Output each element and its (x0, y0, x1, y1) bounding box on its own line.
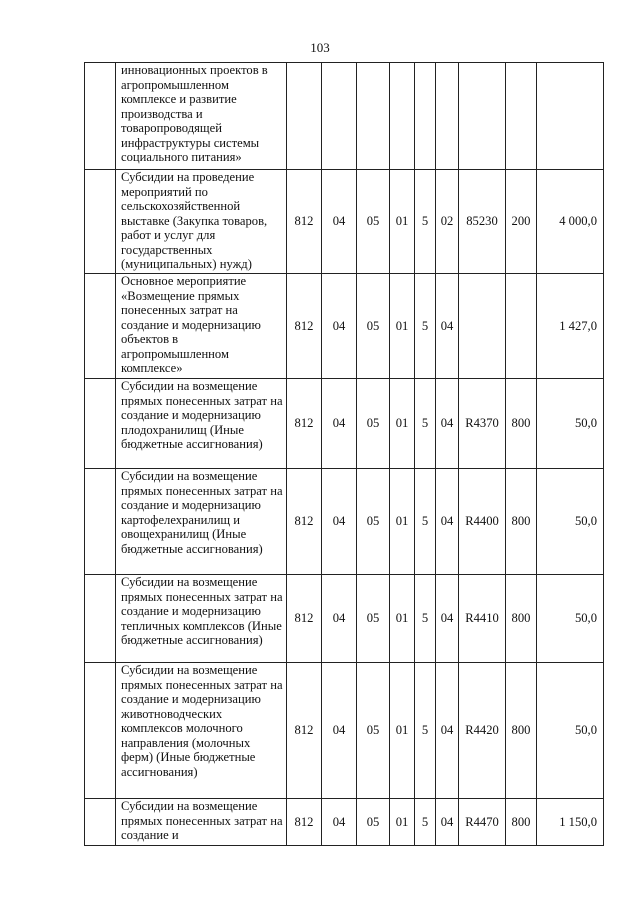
table-row (85, 575, 604, 663)
row-name: Субсидии на возмещение прямых понесенных затрат на создание и модернизацию тепличных комплексов (Иные бюджетные ассигнования) (116, 575, 287, 663)
row-name: Основное мероприятие «Возмещение прямых понесенных затрат на создание и модернизацию объектов в агропромышленном комплексе» (116, 274, 287, 379)
subsection-cell: 05 (357, 799, 390, 846)
expense-type-cell (506, 274, 537, 379)
direction-code-cell: R4470 (459, 799, 506, 846)
program-cell (390, 63, 415, 170)
section-cell (322, 63, 357, 170)
grbs-cell: 812 (287, 469, 322, 575)
grbs-cell: 812 (287, 575, 322, 663)
activity-cell: 04 (436, 379, 459, 469)
grbs-cell: 812 (287, 799, 322, 846)
program-cell: 01 (390, 379, 415, 469)
grbs-cell: 812 (287, 379, 322, 469)
section-cell: 04 (322, 799, 357, 846)
expense-type-cell (506, 63, 537, 170)
table-row (85, 469, 604, 575)
expense-type-cell: 800 (506, 379, 537, 469)
program-cell: 01 (390, 170, 415, 274)
subprogram-cell: 5 (415, 379, 436, 469)
subsection-cell: 05 (357, 469, 390, 575)
section-cell: 04 (322, 575, 357, 663)
direction-code-cell: R4370 (459, 379, 506, 469)
subsection-cell (357, 63, 390, 170)
grbs-cell: 812 (287, 274, 322, 379)
subsection-cell: 05 (357, 274, 390, 379)
direction-code-cell (459, 63, 506, 170)
grbs-cell: 812 (287, 663, 322, 799)
grbs-cell: 812 (287, 170, 322, 274)
subprogram-cell: 5 (415, 575, 436, 663)
direction-code-cell: R4400 (459, 469, 506, 575)
expense-type-cell: 800 (506, 575, 537, 663)
activity-cell: 04 (436, 799, 459, 846)
blank-cell (85, 379, 116, 469)
row-name: Субсидии на возмещение прямых понесенных затрат на создание и модернизацию картофелехранилищ и овощехранилищ (Иные бюджетные ассигнования) (116, 469, 287, 575)
activity-cell: 04 (436, 663, 459, 799)
activity-cell (436, 63, 459, 170)
row-name: Субсидии на возмещение прямых понесенных затрат на создание и модернизацию плодохранилищ (Иные бюджетные ассигнования) (116, 379, 287, 469)
amount-cell: 4 000,0 (537, 170, 604, 274)
direction-code-cell: R4420 (459, 663, 506, 799)
expense-type-cell: 800 (506, 799, 537, 846)
amount-cell: 1 427,0 (537, 274, 604, 379)
direction-code-cell: 85230 (459, 170, 506, 274)
program-cell: 01 (390, 663, 415, 799)
activity-cell: 04 (436, 274, 459, 379)
section-cell: 04 (322, 274, 357, 379)
amount-cell: 50,0 (537, 663, 604, 799)
activity-cell: 04 (436, 469, 459, 575)
row-name: инновационных проектов в агропромышленном комплексе и развитие производства и товаропроводящей инфраструктуры системы социального питания» (116, 63, 287, 170)
subprogram-cell: 5 (415, 170, 436, 274)
subsection-cell: 05 (357, 379, 390, 469)
amount-cell: 50,0 (537, 469, 604, 575)
row-name: Субсидии на возмещение прямых понесенных затрат на создание и модернизацию животноводческих комплексов молочного направления (молочных ферм) (Иные бюджетные ассигнования) (116, 663, 287, 799)
blank-cell (85, 63, 116, 170)
direction-code-cell: R4410 (459, 575, 506, 663)
section-cell: 04 (322, 379, 357, 469)
row-name: Субсидии на возмещение прямых понесенных затрат на создание и (116, 799, 287, 846)
amount-cell (537, 63, 604, 170)
amount-cell: 50,0 (537, 379, 604, 469)
section-cell: 04 (322, 663, 357, 799)
subprogram-cell (415, 63, 436, 170)
section-cell: 04 (322, 469, 357, 575)
table-row (85, 274, 604, 379)
subprogram-cell: 5 (415, 274, 436, 379)
subsection-cell: 05 (357, 170, 390, 274)
table-row (85, 63, 604, 170)
blank-cell (85, 170, 116, 274)
blank-cell (85, 274, 116, 379)
table-row (85, 663, 604, 799)
amount-cell: 50,0 (537, 575, 604, 663)
activity-cell: 04 (436, 575, 459, 663)
subsection-cell: 05 (357, 575, 390, 663)
program-cell: 01 (390, 799, 415, 846)
blank-cell (85, 663, 116, 799)
blank-cell (85, 469, 116, 575)
program-cell: 01 (390, 575, 415, 663)
page-number: 103 (310, 40, 330, 55)
table-row (85, 799, 604, 846)
table-row (85, 379, 604, 469)
grbs-cell (287, 63, 322, 170)
table-row (85, 170, 604, 274)
program-cell: 01 (390, 469, 415, 575)
subsection-cell: 05 (357, 663, 390, 799)
subprogram-cell: 5 (415, 799, 436, 846)
subprogram-cell: 5 (415, 663, 436, 799)
direction-code-cell (459, 274, 506, 379)
amount-cell: 1 150,0 (537, 799, 604, 846)
expense-type-cell: 800 (506, 469, 537, 575)
budget-table (84, 62, 604, 846)
activity-cell: 02 (436, 170, 459, 274)
subprogram-cell: 5 (415, 469, 436, 575)
section-cell: 04 (322, 170, 357, 274)
blank-cell (85, 799, 116, 846)
expense-type-cell: 200 (506, 170, 537, 274)
program-cell: 01 (390, 274, 415, 379)
row-name: Субсидии на проведение мероприятий по сельскохозяйственной выставке (Закупка товаров, работ и услуг для государственных (муниципальных) нужд) (116, 170, 287, 274)
expense-type-cell: 800 (506, 663, 537, 799)
blank-cell (85, 575, 116, 663)
